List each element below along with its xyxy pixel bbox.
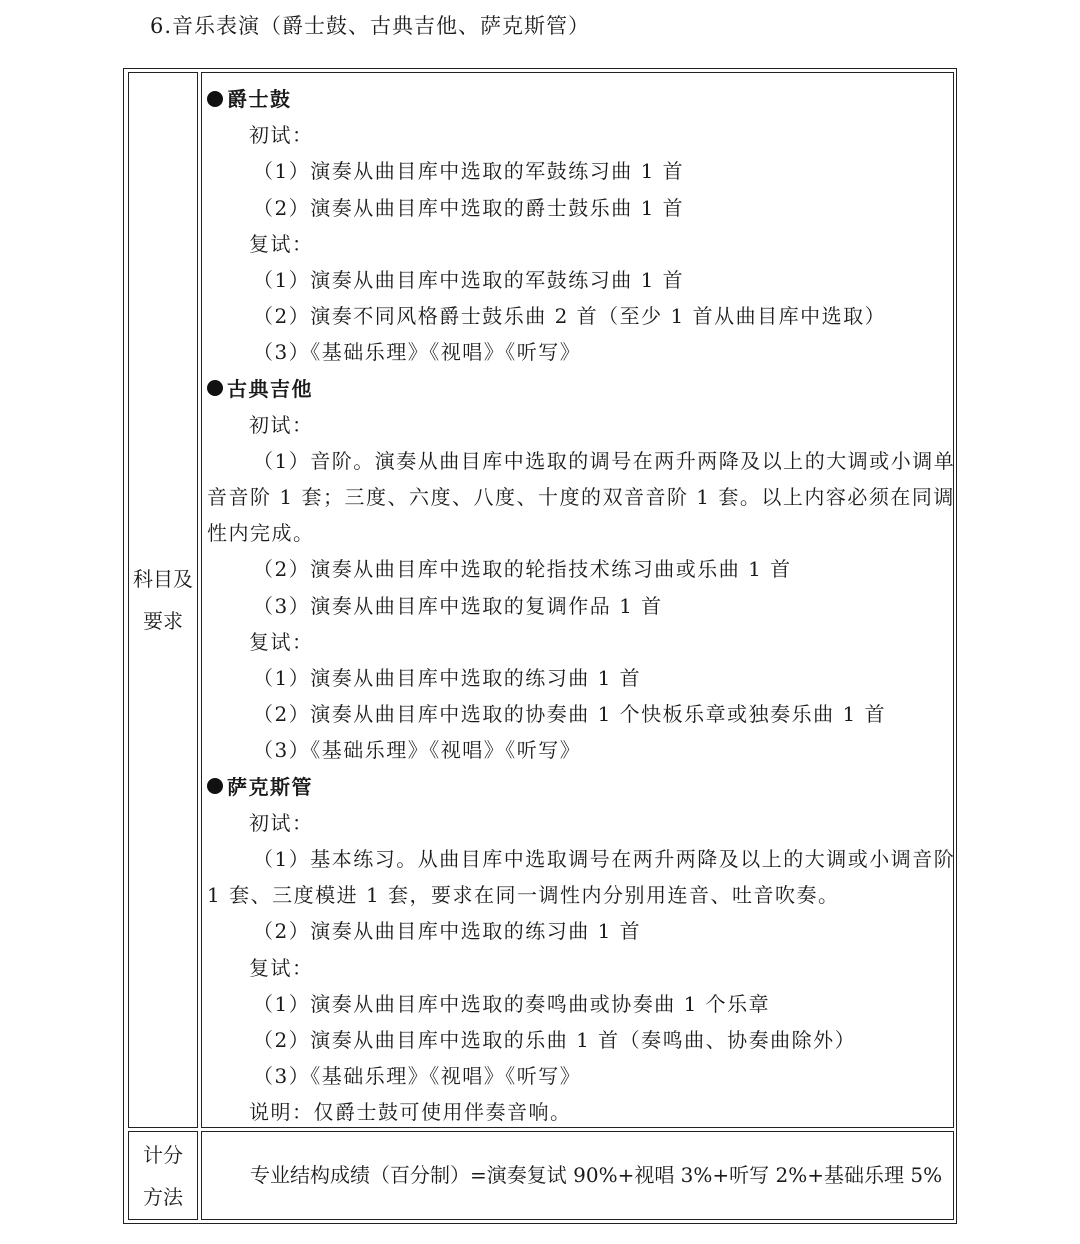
line-text: （1）演奏从曲目库中选取的军鼓练习曲 1 首: [253, 267, 685, 292]
requirements-content-cell: [201, 72, 954, 1128]
line-text: （1）音阶。演奏从曲目库中选取的调号在两升两降及以上的大调或小调单: [253, 448, 956, 473]
line-text: （3）演奏从曲目库中选取的复调作品 1 首: [253, 593, 663, 618]
line-text: （3）《基础乐理》《视唱》《听写》: [253, 340, 582, 365]
line-text: （1）演奏从曲目库中选取的练习曲 1 首: [253, 666, 642, 690]
line-text: 音音阶 1 套；三度、六度、八度、十度的双音音阶 1 套。以上内容必须在同调: [207, 485, 955, 510]
line-text: （1）演奏从曲目库中选取的奏鸣曲或协奏曲 1 个乐章: [253, 991, 771, 1016]
stage-label: [207, 117, 952, 153]
line-text: （3）《基础乐理》《视唱》《听写》: [253, 1064, 582, 1089]
line-text: 复试：: [249, 231, 314, 256]
line-text: 爵士鼓: [227, 87, 292, 111]
row-label-cell: [128, 72, 198, 1128]
bullet-icon: [207, 380, 223, 396]
line-text: （2）演奏从曲目库中选取的协奏曲 1 个快板乐章或独奏乐曲 1 首: [253, 702, 887, 727]
requirement-item: [207, 877, 952, 913]
line-text: 萨克斯管: [227, 774, 313, 799]
stage-label: [207, 624, 952, 660]
line-text: 初试：: [249, 412, 314, 437]
scoring-content-cell: [201, 1131, 954, 1220]
line-text: 初试：: [249, 123, 314, 148]
requirement-item: [207, 732, 952, 768]
requirements-lines: [207, 81, 956, 1130]
row-label-requirements: [129, 558, 197, 642]
bullet-icon: [207, 778, 223, 794]
row-label-line: 方法: [143, 1184, 183, 1209]
stage-label: [207, 1094, 952, 1130]
stage-label: [207, 407, 952, 443]
requirement-item: [207, 443, 956, 479]
requirements-table: [123, 68, 957, 1224]
stage-label: [207, 805, 952, 841]
requirement-item: [207, 660, 952, 696]
line-text: （2）演奏从曲目库中选取的爵士鼓乐曲 1 首: [253, 195, 685, 220]
row-label-cell: [128, 1131, 198, 1220]
row-label-line: 计分: [143, 1142, 183, 1167]
line-text: （2）演奏从曲目库中选取的练习曲 1 首: [253, 919, 642, 944]
line-text: （2）演奏从曲目库中选取的乐曲 1 首（奏鸣曲、协奏曲除外）: [253, 1027, 857, 1052]
line-text: （1）基本练习。从曲目库中选取调号在两升两降及以上的大调或小调音阶: [253, 846, 956, 871]
section-heading: 6.音乐表演（爵士鼓、古典吉他、萨克斯管）: [150, 14, 591, 38]
line-text: 1 套、三度模进 1 套，要求在同一调性内分别用连音、吐音吹奏。: [207, 883, 840, 908]
line-text: 初试：: [249, 810, 314, 835]
line-text: （2）演奏不同风格爵士鼓乐曲 2 首（至少 1 首从曲目库中选取）: [253, 304, 887, 329]
requirement-item: [207, 551, 952, 587]
stage-label: [207, 226, 952, 262]
line-text: （2）演奏从曲目库中选取的轮指技术练习曲或乐曲 1 首: [253, 557, 792, 582]
requirement-item: [207, 913, 952, 949]
requirement-item: [207, 153, 952, 189]
requirement-item: [207, 262, 952, 298]
requirement-item: [207, 841, 956, 877]
requirement-item: [207, 190, 952, 226]
requirement-item: [207, 1022, 952, 1058]
line-text: 性内完成。: [207, 521, 315, 546]
instrument-heading: [207, 769, 952, 805]
line-text: 复试：: [249, 629, 314, 654]
requirement-item: [207, 696, 952, 732]
stage-label: [207, 950, 952, 986]
row-label-line: 科目及: [133, 567, 193, 591]
requirement-item: [207, 298, 952, 334]
line-text: 古典吉他: [227, 376, 313, 401]
scoring-formula: 专业结构成绩（百分制）=演奏复试 90%+视唱 3%+听写 2%+基础乐理 5%: [250, 1163, 943, 1187]
requirement-item: [207, 515, 952, 551]
instrument-heading: [207, 81, 952, 117]
requirement-item: [207, 1058, 952, 1094]
line-text: （3）《基础乐理》《视唱》《听写》: [253, 738, 582, 763]
requirement-item: [207, 334, 952, 370]
line-text: （1）演奏从曲目库中选取的军鼓练习曲 1 首: [253, 159, 685, 184]
requirement-item: [207, 588, 952, 624]
instrument-heading: [207, 371, 952, 407]
bullet-icon: [207, 91, 223, 107]
requirement-item: [207, 479, 955, 515]
line-text: 复试：: [249, 955, 314, 980]
requirement-item: [207, 986, 952, 1022]
line-text: 说明：仅爵士鼓可使用伴奏音响。: [249, 1100, 572, 1125]
row-label-line: 要求: [143, 609, 183, 633]
row-label-scoring: [129, 1134, 197, 1218]
